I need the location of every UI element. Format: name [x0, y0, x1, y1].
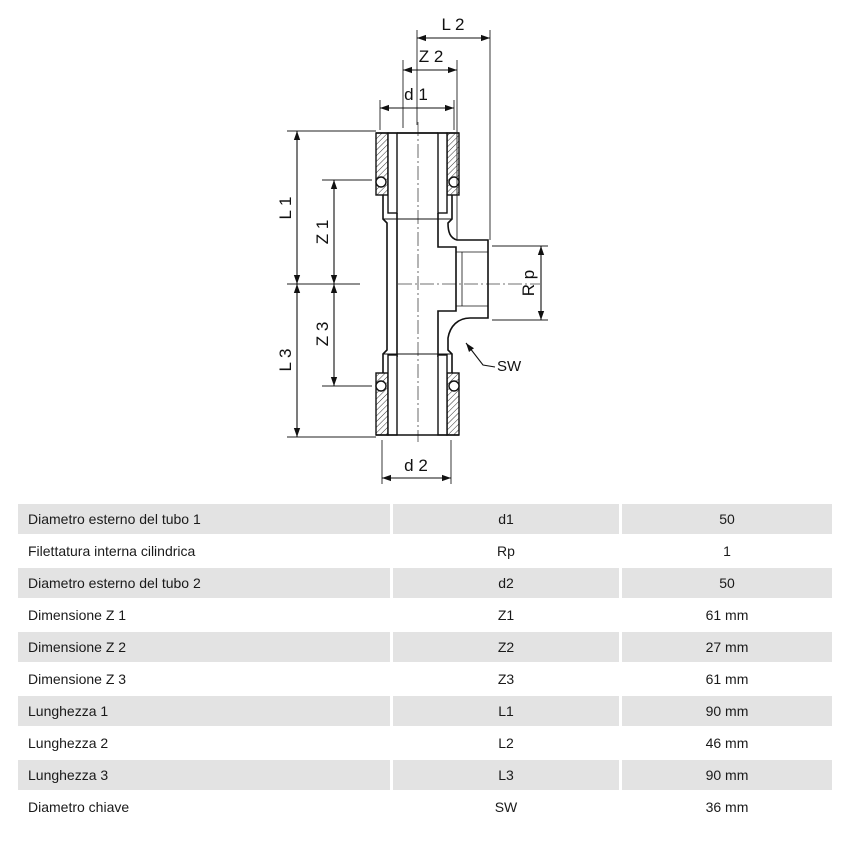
cell-symbol: L3 [390, 760, 619, 790]
cell-symbol: L1 [390, 696, 619, 726]
cell-symbol: d2 [390, 568, 619, 598]
lower-press-end [376, 355, 459, 435]
cell-symbol: Z2 [390, 632, 619, 662]
cell-value: 61 mm [619, 600, 832, 630]
label-z3: Z 3 [313, 321, 332, 347]
cell-symbol: Z3 [390, 664, 619, 694]
table-row [18, 664, 832, 694]
cell-value: 27 mm [619, 632, 832, 662]
table-row [18, 568, 832, 598]
table-row [18, 600, 832, 630]
label-l2: L 2 [441, 15, 465, 34]
cell-symbol: L2 [390, 728, 619, 758]
cell-description: Lunghezza 3 [18, 760, 390, 790]
label-d2: d 2 [404, 456, 428, 475]
cell-value: 46 mm [619, 728, 832, 758]
cell-symbol: SW [390, 792, 619, 822]
table-row [18, 504, 832, 534]
dimensions-table [18, 502, 832, 824]
label-l3: L 3 [276, 348, 295, 372]
cell-description: Filettatura interna cilindrica [18, 536, 390, 566]
sw-leader [466, 343, 495, 367]
table-row [18, 760, 832, 790]
label-sw: SW [497, 358, 522, 375]
cell-value: 90 mm [619, 760, 832, 790]
label-l1: L 1 [276, 196, 295, 220]
cell-value: 1 [619, 536, 832, 566]
label-z2: Z 2 [418, 47, 444, 66]
cell-description: Diametro esterno del tubo 1 [18, 504, 390, 534]
cell-description: Dimensione Z 2 [18, 632, 390, 662]
cell-symbol: d1 [390, 504, 619, 534]
cell-description: Dimensione Z 1 [18, 600, 390, 630]
label-z1: Z 1 [313, 219, 332, 245]
table-row [18, 792, 832, 822]
table-row [18, 728, 832, 758]
dimension-labels [276, 15, 538, 475]
cell-symbol: Rp [390, 536, 619, 566]
cell-value: 50 [619, 504, 832, 534]
table-row [18, 696, 832, 726]
cell-description: Dimensione Z 3 [18, 664, 390, 694]
dimensions-table-body [18, 504, 832, 822]
cell-symbol: Z1 [390, 600, 619, 630]
cell-description: Lunghezza 2 [18, 728, 390, 758]
cell-value: 50 [619, 568, 832, 598]
cell-description: Lunghezza 1 [18, 696, 390, 726]
label-d1: d 1 [404, 85, 428, 104]
cell-description: Diametro esterno del tubo 2 [18, 568, 390, 598]
cell-description: Diametro chiave [18, 792, 390, 822]
table-row [18, 536, 832, 566]
upper-press-end [376, 133, 459, 213]
label-rp: R p [519, 269, 538, 297]
dimension-lines [297, 38, 541, 478]
cell-value: 36 mm [619, 792, 832, 822]
cell-value: 90 mm [619, 696, 832, 726]
cell-value: 61 mm [619, 664, 832, 694]
table-row [18, 632, 832, 662]
